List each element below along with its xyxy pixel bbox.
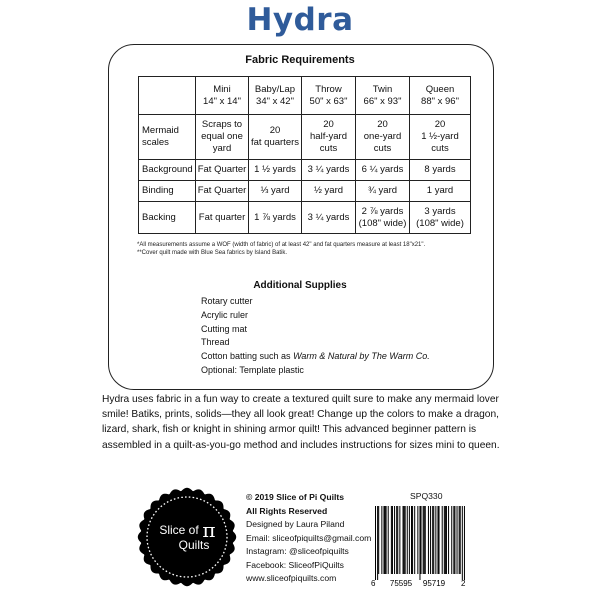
barcode-bars [375, 506, 465, 580]
logo-scalloped-badge [138, 488, 236, 586]
table-cell: Fat Quarter [196, 160, 249, 181]
list-item: Acrylic ruler [201, 309, 249, 320]
row-header: Mermaid scales [139, 115, 196, 160]
table-cell: Scraps to equal one yard [196, 115, 249, 160]
column-header: Twin 66" x 93" [356, 77, 410, 115]
sku-code: SPQ330 [410, 491, 443, 501]
footnote-wof: *All measurements assume a WOF (width of fabric) of at least 42" and fat quarters measure at least 18"x21". [137, 242, 426, 248]
publisher-info [246, 491, 371, 586]
table-cell: 20 1 ½-yard cuts [410, 115, 471, 160]
table-row [139, 181, 471, 202]
facebook: Facebook: SliceofPiQuilts [246, 559, 344, 570]
list-item: Cotton batting such as Warm & Natural by The Warm Co. [201, 351, 430, 362]
table-row [139, 115, 471, 160]
table-cell: 1 ⅞ yards [249, 202, 302, 234]
table-cell: 3 yards (108" wide) [410, 202, 471, 234]
designer: Designed by Laura Piland [246, 519, 345, 529]
table-row [139, 160, 471, 181]
barcode-digit-left: 6 [371, 579, 376, 588]
logo-text-quilts: Quilts [178, 538, 210, 552]
fabric-requirements-table [138, 76, 471, 234]
table-header-row [139, 77, 471, 115]
row-header: Backing [139, 202, 196, 234]
instagram: Instagram: @sliceofpiquilts [246, 546, 349, 556]
table-cell: 20 one-yard cuts [356, 115, 410, 160]
table-corner-cell [139, 77, 196, 115]
table-cell: 3 ¼ yards [302, 202, 356, 234]
row-header: Binding [139, 181, 196, 202]
upc-barcode [370, 506, 466, 588]
table-cell: Fat quarter [196, 202, 249, 234]
barcode-digits-group1: 75595 [389, 579, 413, 588]
slice-of-pi-logo [137, 487, 237, 587]
pattern-title: Hydra [246, 2, 354, 38]
table-cell: 20 fat quarters [249, 115, 302, 160]
table-cell: 2 ⅞ yards (108" wide) [356, 202, 410, 234]
barcode-digit-right: 2 [461, 579, 466, 588]
table-cell: 1 ½ yards [249, 160, 302, 181]
table-cell: 6 ¼ yards [356, 160, 410, 181]
rights: All Rights Reserved [246, 505, 328, 516]
list-item: Optional: Template plastic [201, 364, 304, 375]
column-header: Queen 88" x 96" [410, 77, 471, 115]
table-cell: ¾ yard [356, 181, 410, 202]
logo-text-slice-of: Slice of [159, 523, 199, 537]
table-cell: 3 ¼ yards [302, 160, 356, 181]
list-item: Rotary cutter [201, 296, 253, 306]
column-header: Throw 50" x 63" [302, 77, 356, 115]
supplies-list [201, 295, 430, 378]
column-header: Baby/Lap 34" x 42" [249, 77, 302, 115]
fabric-requirements-heading: Fabric Requirements [245, 54, 355, 66]
additional-supplies-heading: Additional Supplies [253, 280, 347, 291]
table-cell: Fat Quarter [196, 181, 249, 202]
row-header: Background [139, 160, 196, 181]
column-header: Mini 14" x 14" [196, 77, 249, 115]
table-cell: 1 yard [410, 181, 471, 202]
table-row [139, 202, 471, 234]
table-cell: ⅓ yard [249, 181, 302, 202]
copyright: © 2019 Slice of Pi Quilts [246, 492, 345, 502]
table-cell: 8 yards [410, 160, 471, 181]
pi-symbol: π [202, 518, 216, 542]
barcode-digits-group2: 95719 [422, 579, 446, 588]
table-cell: 20 half-yard cuts [302, 115, 356, 160]
list-item: Thread [201, 337, 230, 348]
table-cell: ½ yard [302, 181, 356, 202]
pattern-description: Hydra uses fabric in a fun way to create a textured quilt sure to make any mermaid lover smile! Batiks, prints, solids—they all look great! Change up the colors to make a dragon, lizard, shark, fish or knight in shining armor quilt! This advanced beginner pattern is assembled in a quilt-as-you-go method and includes instructions for sizes mini to queen. [102, 394, 500, 451]
footnotes [137, 241, 477, 257]
footnote-cover: **Cover quilt made with Blue Sea fabrics by Island Batik. [137, 250, 288, 256]
email: Email: sliceofpiquilts@gmail.com [246, 532, 372, 543]
list-item: Cutting mat [201, 323, 248, 334]
website: www.sliceofpiquilts.com [246, 573, 337, 583]
